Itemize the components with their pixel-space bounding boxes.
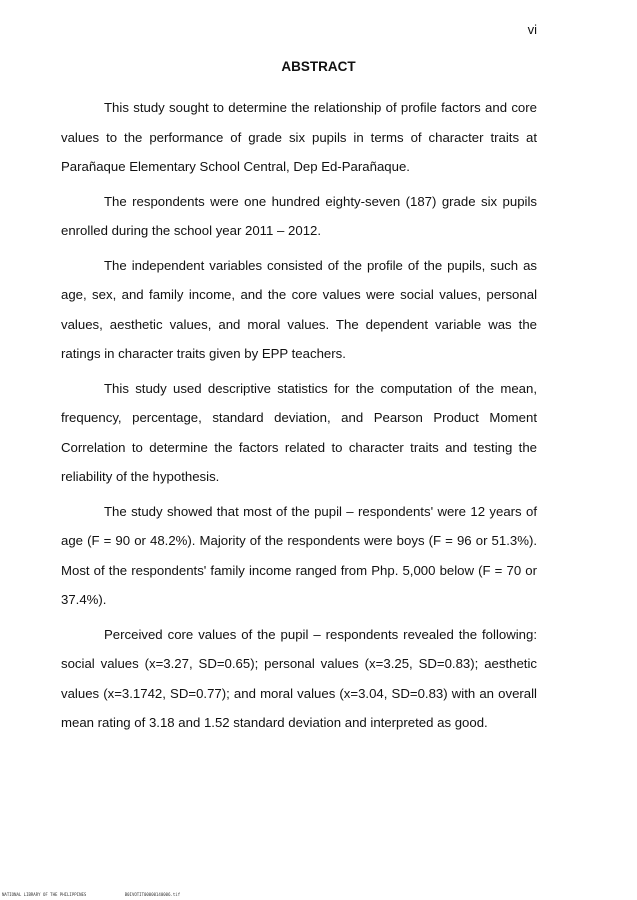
paragraph: The respondents were one hundred eighty-seven (187) grade six pupils enrolled during the school year 2011 – 2012.	[61, 193, 537, 238]
paragraph: The independent variables consisted of the profile of the pupils, such as age, sex, and family income, and the core values were social values, personal values, aesthetic values, and moral values. The dependent variable was the ratings in character traits given by EPP teachers.	[61, 257, 537, 361]
abstract-body	[61, 93, 537, 743]
paragraph: This study used descriptive statistics for the computation of the mean, frequency, percentage, standard deviation, and Pearson Product Moment Correlation to determine the factors related to character traits and testing the reliability of the hypothesis.	[61, 380, 537, 484]
paragraph: Perceived core values of the pupil – respondents revealed the following: social values (x=3.27, SD=0.65); personal values (x=3.25, SD=0.83); aesthetic values (x=3.1742, SD=0.77); and moral values (x=3.04, SD=0.83) with an overall mean rating of 3.18 and 1.52 standard deviation and interpreted as good.	[61, 626, 537, 730]
footer-library: NATIONAL LIBRARY OF THE PHILIPPINES	[2, 892, 87, 897]
paragraph: This study sought to determine the relationship of profile factors and core values to the performance of grade six pupils in terms of character traits at Parañaque Elementary School Central, Dep Ed-Parañaque.	[61, 100, 537, 174]
paragraph: The study showed that most of the pupil – respondents' were 12 years of age (F = 90 or 48.2%). Majority of the respondents were boys (F = 96 or 51.3%). Most of the respondents' family income ranged from Php. 5,000 below (F = 70 or 37.4%).	[61, 503, 537, 607]
page-number: vi	[527, 22, 537, 37]
scan-footer	[2, 892, 216, 897]
abstract-heading: ABSTRACT	[281, 59, 356, 74]
footer-file-id: B0IVOTIT00000140006.tif	[124, 892, 181, 897]
